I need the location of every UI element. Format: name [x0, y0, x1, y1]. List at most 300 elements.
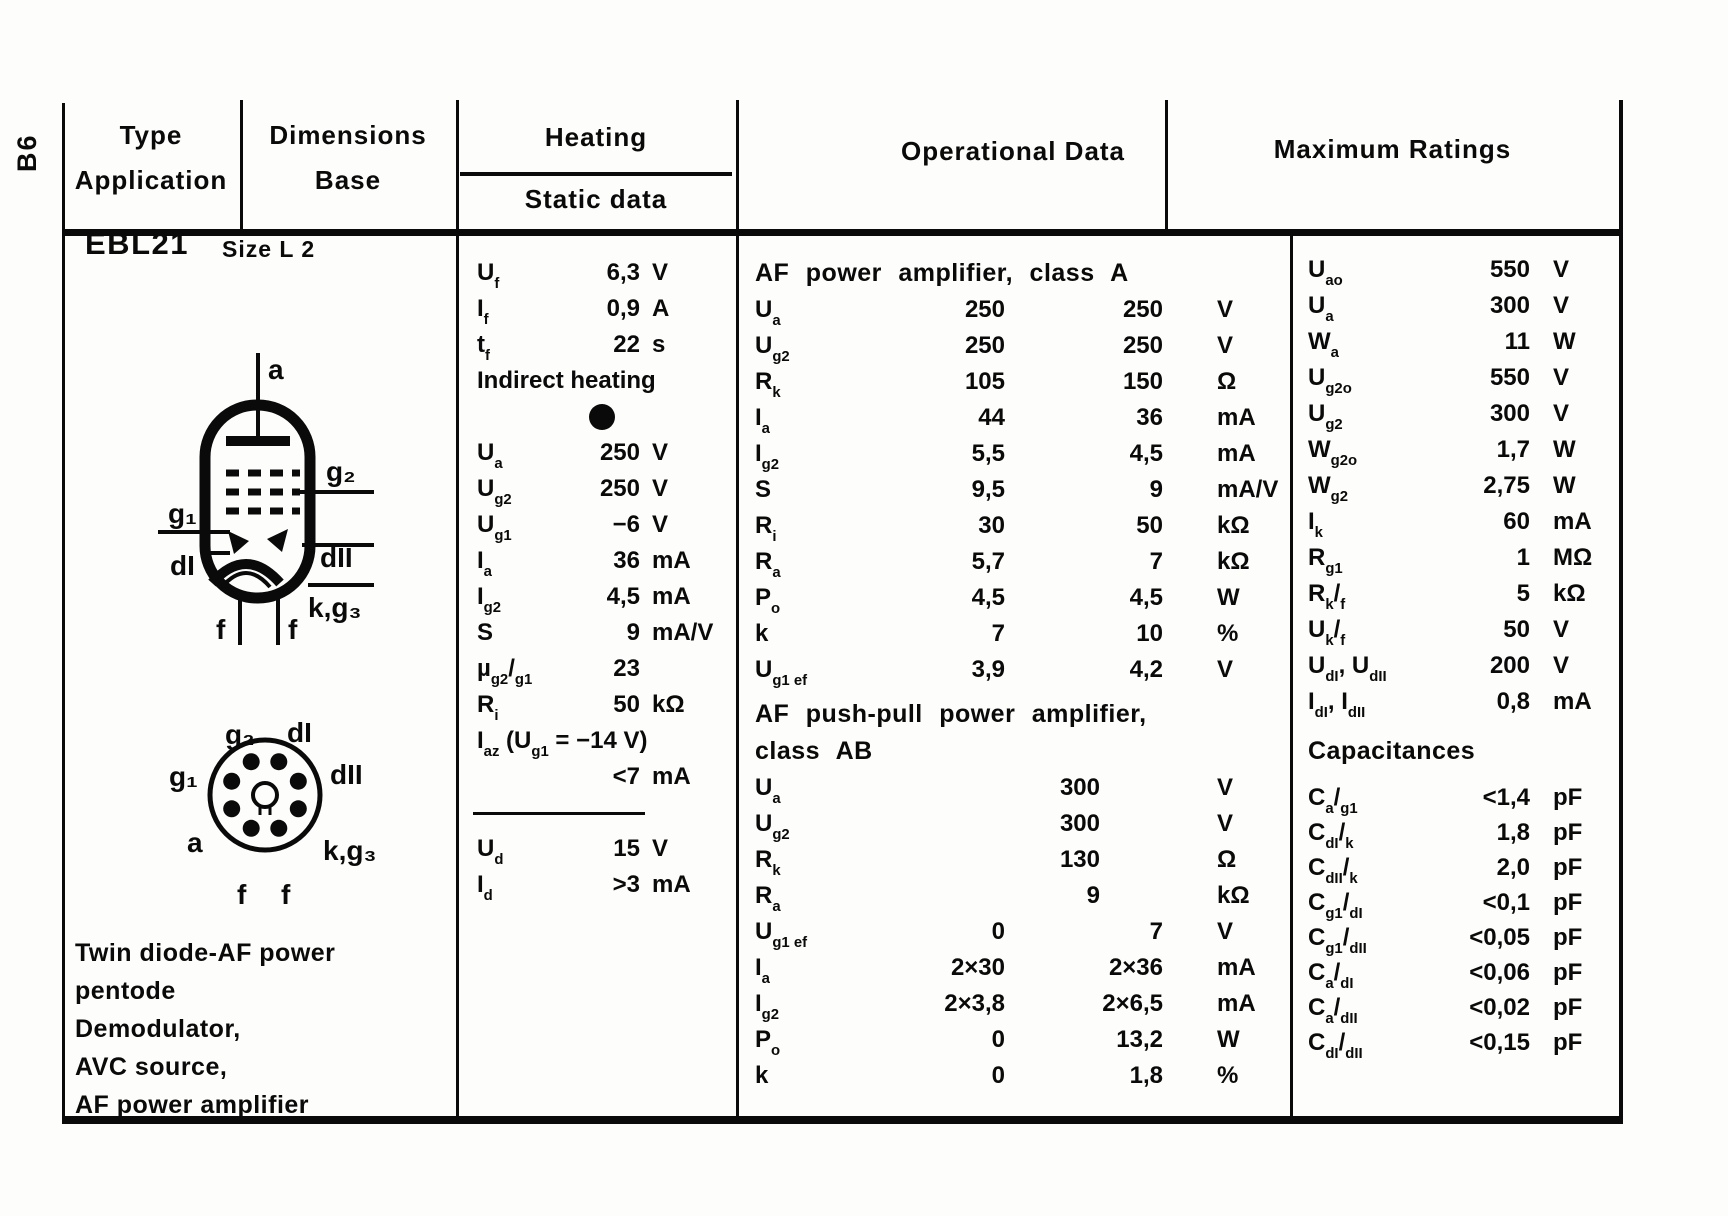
spec-row — [462, 579, 734, 615]
row-label: $U_f$ — [477, 259, 500, 293]
table-right-border — [1619, 100, 1623, 1124]
spec-row — [755, 580, 1285, 616]
row-unit: pF — [1553, 888, 1583, 916]
row-unit: W — [1217, 1026, 1240, 1053]
base-pin — [270, 820, 287, 837]
spec-row — [1308, 360, 1614, 396]
spec-row — [462, 831, 734, 867]
diode2-plate — [267, 529, 288, 552]
spec-row — [755, 806, 1285, 842]
row-unit: kΩ — [1217, 512, 1250, 539]
row-value: 2,0 — [1496, 853, 1530, 881]
spec-row — [462, 615, 734, 651]
row-unit: kΩ — [1553, 580, 1586, 607]
row-label: $I_f$ — [477, 295, 489, 329]
symbol-label-f-right: f — [288, 614, 298, 645]
row-unit: mA — [652, 871, 691, 898]
class-a-section-title: AF power amplifier, class A — [755, 259, 1129, 287]
row-unit: V — [1553, 400, 1570, 427]
row-label: $\mu_{g2}/_{g1}$ — [477, 655, 533, 689]
base-pin — [270, 753, 287, 770]
row-label: $C_{g1}/_{dII}$ — [1308, 923, 1367, 957]
row-unit: kΩ — [1217, 882, 1250, 909]
row-unit: s — [652, 331, 666, 358]
row-label: $C_a/_{dII}$ — [1308, 993, 1358, 1027]
row-unit: pF — [1553, 958, 1583, 986]
spec-row — [462, 471, 734, 507]
row-value-1: 0 — [991, 1026, 1005, 1053]
getter-dot — [589, 404, 615, 430]
row-unit: mA — [1217, 990, 1256, 1017]
spec-row — [1308, 324, 1614, 360]
spec-row — [755, 1058, 1285, 1094]
symbol-label-dI: dI — [170, 550, 195, 581]
spec-row — [1308, 252, 1614, 288]
row-label: $U_{g1 ef}$ — [755, 918, 808, 952]
class-ab-rows — [755, 770, 1285, 1094]
capacitances-title: Capacitances — [1308, 737, 1476, 765]
row-value-2: 250 — [1122, 296, 1163, 323]
row-label: $I_{g2}$ — [755, 440, 780, 474]
row-value: 550 — [1489, 364, 1530, 391]
row-label: $I_d$ — [477, 871, 493, 905]
heating-note: Indirect heating — [477, 367, 656, 394]
row-value-2: 36 — [1136, 404, 1163, 431]
maximum-ratings-column — [1308, 252, 1614, 1060]
row-unit: mA/V — [1217, 476, 1279, 503]
row-unit: V — [652, 439, 669, 466]
row-unit: pF — [1553, 1028, 1583, 1056]
spec-row — [1308, 504, 1614, 540]
row-unit: MΩ — [1553, 544, 1593, 571]
page-side-label: B6 — [12, 133, 42, 172]
row-value: 550 — [1489, 256, 1530, 283]
row-unit: V — [1217, 332, 1234, 359]
row-unit: mA — [652, 763, 691, 790]
row-value: 250 — [599, 439, 640, 466]
row-unit: V — [1553, 652, 1570, 679]
row-label: S — [477, 619, 494, 646]
tube-symbol-diagram — [150, 345, 382, 653]
row-label: $P_o$ — [755, 584, 781, 618]
base-label-f-left: f — [237, 879, 247, 910]
spec-row — [755, 914, 1285, 950]
header-dimensions: Dimensions — [269, 120, 427, 150]
row-value-1: 4,5 — [971, 584, 1005, 611]
row-value-2: 150 — [1122, 368, 1163, 395]
row-value-2: 2×6,5 — [1102, 990, 1163, 1017]
row-value-2: 1,8 — [1129, 1062, 1163, 1089]
row-value: 6,3 — [606, 259, 640, 286]
spec-row — [1308, 990, 1614, 1025]
row-value: 300 — [1489, 400, 1530, 427]
spec-row — [755, 400, 1285, 436]
row-value-1: 5,7 — [971, 548, 1005, 575]
spec-row — [755, 770, 1285, 806]
row-unit: Ω — [1217, 846, 1237, 873]
row-unit: W — [1553, 472, 1576, 499]
row-unit: V — [1217, 810, 1234, 837]
heating-header-underline — [460, 172, 732, 176]
base-label-a: a — [187, 827, 203, 858]
table-left-border — [62, 103, 65, 1124]
row-label: $W_{g2}$ — [1308, 472, 1349, 506]
spec-row — [755, 544, 1285, 580]
base-pin — [223, 773, 240, 790]
spec-row — [1308, 1025, 1614, 1060]
row-value: 9 — [1086, 882, 1100, 909]
row-value-1: 250 — [964, 296, 1005, 323]
spec-row — [755, 652, 1285, 688]
row-value-2: 4,5 — [1129, 440, 1163, 467]
row-unit: pF — [1553, 783, 1583, 811]
row-label: S — [755, 476, 772, 503]
capacitance-rows — [1308, 780, 1614, 1060]
spec-row — [462, 507, 734, 543]
row-unit: V — [652, 475, 669, 502]
row-value-1: 3,9 — [971, 656, 1005, 683]
spec-row — [1308, 468, 1614, 504]
row-unit: V — [1553, 364, 1570, 391]
description-line: AVC source, — [75, 1053, 228, 1081]
base-pin — [223, 800, 240, 817]
row-value: <7 — [612, 763, 640, 790]
row-value-2: 9 — [1149, 476, 1163, 503]
spec-row — [462, 759, 734, 795]
row-label: $C_{dII}/_k$ — [1308, 853, 1358, 887]
symbol-label-kg3: k,g₃ — [308, 592, 362, 623]
row-label: $W_{g2o}$ — [1308, 436, 1358, 470]
symbol-label-dII: dII — [320, 542, 353, 573]
row-label: $U_a$ — [755, 774, 781, 808]
row-value-2: 7 — [1149, 918, 1163, 945]
base-label-f-right: f — [281, 879, 291, 910]
row-value: 36 — [613, 547, 640, 574]
spec-row — [755, 950, 1285, 986]
row-label: $I_{dI}$, $I_{dII}$ — [1308, 688, 1366, 722]
spec-row — [1308, 540, 1614, 576]
header-static-data: Static data — [524, 184, 668, 214]
row-value: 22 — [613, 331, 640, 358]
base-pin — [290, 773, 307, 790]
row-unit: kΩ — [1217, 548, 1250, 575]
row-value: >3 — [612, 871, 640, 898]
section-rule — [473, 812, 645, 815]
row-label: $R_k/_f$ — [1308, 580, 1346, 614]
row-value-2: 13,2 — [1116, 1026, 1163, 1053]
row-value-1: 2×3,8 — [944, 990, 1005, 1017]
row-label: $I_{g2}$ — [477, 583, 502, 617]
row-unit: pF — [1553, 923, 1583, 951]
description-line: pentode — [75, 977, 176, 1005]
description-line: Demodulator, — [75, 1015, 241, 1043]
spec-row — [462, 867, 734, 903]
spec-row — [462, 543, 734, 579]
spec-row — [1308, 432, 1614, 468]
spec-row — [1308, 885, 1614, 920]
row-value: <1,4 — [1482, 783, 1530, 811]
row-unit: V — [652, 511, 669, 538]
class-ab-section-title-line2: class AB — [755, 737, 873, 765]
row-label: $W_a$ — [1308, 328, 1339, 362]
row-unit: V — [1553, 256, 1570, 283]
row-value-2: 2×36 — [1108, 954, 1163, 981]
row-value: <0,06 — [1469, 958, 1530, 986]
row-label: $R_{g1}$ — [1308, 544, 1343, 578]
row-value-2: 10 — [1136, 620, 1163, 647]
spec-row — [1308, 920, 1614, 955]
spec-row — [755, 1022, 1285, 1058]
row-label: k — [755, 620, 769, 647]
class-a-rows — [755, 292, 1285, 688]
row-unit: W — [1553, 328, 1576, 355]
header-maximum-ratings: Maximum Ratings — [1273, 134, 1512, 164]
row-label: $C_{dI}/_k$ — [1308, 818, 1354, 852]
base-label-g1: g₁ — [169, 761, 198, 792]
row-value-1: 30 — [978, 512, 1005, 539]
spec-row — [755, 364, 1285, 400]
row-value: 200 — [1489, 652, 1530, 679]
spec-row — [755, 328, 1285, 364]
spec-row — [1308, 684, 1614, 720]
row-unit: V — [1217, 656, 1234, 683]
row-unit: mA — [652, 547, 691, 574]
row-unit: % — [1217, 620, 1239, 647]
row-unit: mA — [1217, 954, 1256, 981]
row-label: $U_a$ — [755, 296, 781, 330]
row-unit: V — [1553, 292, 1570, 319]
divider-dimensions-heating — [456, 100, 459, 1124]
row-unit: W — [1553, 436, 1576, 463]
header-separator — [62, 229, 1623, 236]
row-label: $I_k$ — [1308, 508, 1323, 542]
row-value: 0,9 — [606, 295, 640, 322]
row-label: $C_{dI}/_{dII}$ — [1308, 1028, 1363, 1062]
row-label: $U_{g2}$ — [755, 810, 790, 844]
row-value-1: 5,5 — [971, 440, 1005, 467]
row-label: $C_a/_{g1}$ — [1308, 783, 1358, 817]
row-value: −6 — [612, 511, 640, 538]
row-label: $U_{g2}$ — [1308, 400, 1343, 434]
divider-heating-operational — [736, 100, 739, 1124]
row-unit: V — [1553, 616, 1570, 643]
base-label-g2: g₂ — [225, 719, 255, 750]
spec-row — [755, 842, 1285, 878]
row-label: $I_a$ — [755, 404, 770, 438]
description-line: AF power amplifier — [75, 1091, 310, 1119]
spec-row — [1308, 612, 1614, 648]
base-label-dI: dI — [287, 717, 312, 748]
row-value: 5 — [1516, 580, 1530, 607]
operational-data-column — [755, 255, 1285, 1094]
row-unit: A — [652, 295, 670, 322]
row-value-2: 4,2 — [1129, 656, 1163, 683]
diode1-plate — [228, 531, 249, 554]
section-gap — [1308, 720, 1614, 732]
row-label: $U_d$ — [477, 835, 504, 869]
symbol-label-a: a — [268, 354, 284, 385]
spec-row — [1308, 396, 1614, 432]
row-value-1: 44 — [978, 404, 1005, 431]
row-value-2: 250 — [1122, 332, 1163, 359]
row-label: $I_a$ — [755, 954, 770, 988]
row-value: 130 — [1059, 846, 1100, 873]
spec-row — [755, 878, 1285, 914]
row-unit: V — [1217, 296, 1234, 323]
row-label: $C_a/_{dI}$ — [1308, 958, 1354, 992]
row-label: $U_a$ — [1308, 292, 1334, 326]
row-value: 1,7 — [1496, 436, 1530, 463]
tube-size: Size L 2 — [222, 236, 316, 262]
row-value-1: 0 — [991, 1062, 1005, 1089]
header-type: Type — [119, 120, 183, 150]
spec-row — [462, 327, 734, 363]
row-value: 9 — [626, 619, 640, 646]
row-label: $R_a$ — [755, 882, 781, 916]
row-label: $U_{g2o}$ — [1308, 364, 1352, 398]
row-value: <0,15 — [1469, 1028, 1530, 1056]
spec-row — [462, 255, 734, 291]
row-label: $R_k$ — [755, 368, 781, 402]
spec-row — [755, 616, 1285, 652]
base-spigot — [253, 783, 277, 807]
row-unit: mA — [1553, 508, 1592, 535]
row-value: <0,02 — [1469, 993, 1530, 1021]
row-value: 1,8 — [1496, 818, 1530, 846]
row-value-2: 50 — [1136, 512, 1163, 539]
base-outline — [210, 740, 320, 850]
row-value-1: 250 — [964, 332, 1005, 359]
row-value: 300 — [1489, 292, 1530, 319]
row-value: 4,5 — [606, 583, 640, 610]
spec-row — [1308, 288, 1614, 324]
row-label: $R_i$ — [755, 512, 777, 546]
spec-row — [1308, 955, 1614, 990]
row-value: 250 — [599, 475, 640, 502]
row-value: 300 — [1059, 774, 1100, 801]
header-heating: Heating — [544, 122, 648, 152]
row-unit: mA — [1553, 688, 1592, 715]
row-value: 11 — [1504, 328, 1530, 355]
heating-dot-row — [462, 399, 734, 435]
row-unit: V — [1217, 918, 1234, 945]
heating-static-data-column — [462, 255, 734, 903]
spec-row — [1308, 648, 1614, 684]
row-unit: pF — [1553, 818, 1583, 846]
row-value: 0,8 — [1496, 688, 1530, 715]
section-gap — [755, 688, 1285, 696]
row-label: $U_{g1}$ — [477, 511, 512, 545]
row-label: $t_f$ — [477, 331, 490, 365]
row-unit: mA — [652, 583, 691, 610]
section-gap — [1308, 770, 1614, 780]
row-label: $C_{g1}/_{dI}$ — [1308, 888, 1363, 922]
row-value-1: 9,5 — [971, 476, 1005, 503]
row-value: 60 — [1503, 508, 1530, 535]
row-unit: mA — [1217, 440, 1256, 467]
spec-row — [462, 435, 734, 471]
heating-note: $I_{az}$ ($U_{g1} = -14$ V) — [477, 727, 648, 761]
tube-base-diagram — [163, 698, 385, 916]
row-label: $U_{g1 ef}$ — [755, 656, 808, 690]
row-label: k — [755, 1062, 769, 1089]
row-value-1: 105 — [964, 368, 1005, 395]
header-operational-data: Operational Data — [900, 136, 1126, 166]
row-label: $R_i$ — [477, 691, 499, 725]
base-pin — [243, 820, 260, 837]
row-label: $U_a$ — [477, 439, 503, 473]
row-value: 15 — [613, 835, 640, 862]
spec-row — [755, 472, 1285, 508]
base-label-dII: dII — [330, 759, 363, 790]
row-label: $U_{g2}$ — [755, 332, 790, 366]
spec-row — [1308, 780, 1614, 815]
row-value: <0,1 — [1482, 888, 1530, 916]
row-unit: V — [652, 835, 669, 862]
row-value-1: 2×30 — [950, 954, 1005, 981]
row-value: <0,05 — [1469, 923, 1530, 951]
header-base: Base — [314, 165, 382, 195]
row-label: $U_{g2}$ — [477, 475, 512, 509]
row-value-1: 7 — [991, 620, 1005, 647]
row-unit: V — [652, 259, 669, 286]
spec-row — [462, 687, 734, 723]
spec-row — [755, 292, 1285, 328]
row-value-1: 0 — [991, 918, 1005, 945]
row-unit: W — [1217, 584, 1240, 611]
row-label: $P_o$ — [755, 1026, 781, 1060]
row-label: $R_k$ — [755, 846, 781, 880]
spec-row — [755, 436, 1285, 472]
row-unit: mA/V — [652, 619, 714, 646]
symbol-label-f-left: f — [216, 614, 226, 645]
spec-row — [1308, 850, 1614, 885]
header-application: Application — [74, 165, 228, 195]
row-value: 300 — [1059, 810, 1100, 837]
row-label: $U_{ao}$ — [1308, 256, 1343, 290]
row-value: 23 — [613, 655, 640, 682]
row-label: $R_a$ — [755, 548, 781, 582]
tube-type-name: EBL21 — [85, 226, 189, 261]
row-value: 50 — [1503, 616, 1530, 643]
row-unit: mA — [1217, 404, 1256, 431]
maximum-limit-rows — [1308, 252, 1614, 720]
base-pin — [243, 753, 260, 770]
spec-row — [755, 986, 1285, 1022]
spec-row — [462, 651, 734, 687]
row-label: $U_k/_f$ — [1308, 616, 1346, 650]
row-unit: pF — [1553, 853, 1583, 881]
spec-row — [462, 291, 734, 327]
description-line: Twin diode-AF power — [75, 939, 336, 967]
row-value: 2,75 — [1483, 472, 1530, 499]
row-unit: pF — [1553, 993, 1583, 1021]
row-label: $I_a$ — [477, 547, 492, 581]
divider-operational-maximum-body — [1290, 232, 1293, 1124]
row-label: $I_{g2}$ — [755, 990, 780, 1024]
row-unit: % — [1217, 1062, 1239, 1089]
row-unit: kΩ — [652, 691, 685, 718]
row-unit: V — [1217, 774, 1234, 801]
symbol-label-g1: g₁ — [168, 498, 197, 529]
heating-rule-row — [462, 795, 734, 831]
row-value: 50 — [613, 691, 640, 718]
symbol-label-g2: g₂ — [326, 456, 356, 487]
row-value-2: 4,5 — [1129, 584, 1163, 611]
spec-row — [1308, 576, 1614, 612]
spec-row — [755, 508, 1285, 544]
row-unit: Ω — [1217, 368, 1237, 395]
